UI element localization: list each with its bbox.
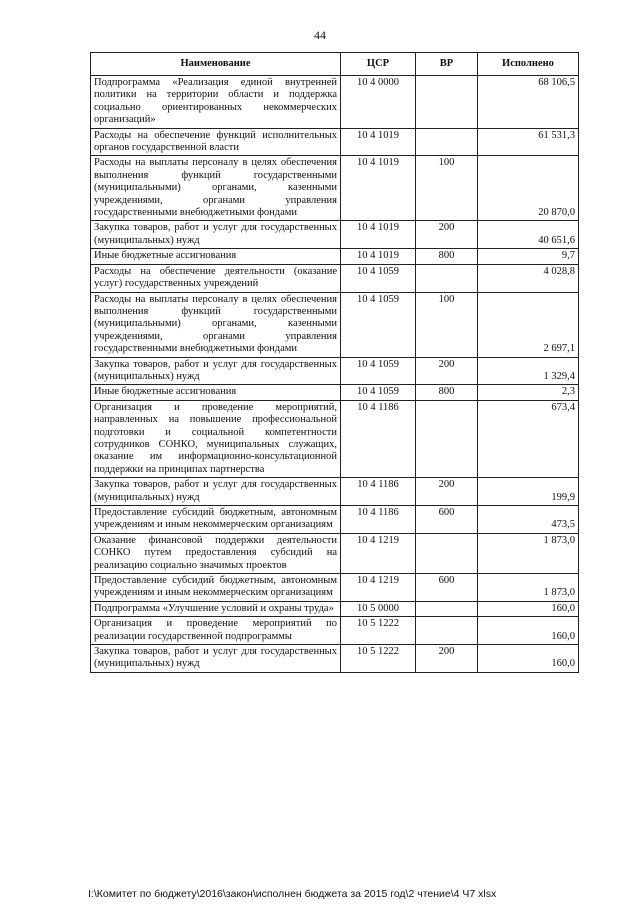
row-name-cell: Расходы на выплаты персоналу в целях обеспечения выполнения функций государственными (муниципальными) органами, казенными учреждениями, органами управления государственными внебюджетными фондами xyxy=(91,156,341,221)
row-csr-cell: 10 4 1059 xyxy=(341,292,416,357)
row-csr-cell: 10 4 1019 xyxy=(341,221,416,249)
row-vr-cell: 600 xyxy=(416,506,478,534)
row-exec-cell: 2,3 xyxy=(478,385,579,400)
row-exec-cell: 2 697,1 xyxy=(478,292,579,357)
row-csr-cell: 10 4 1019 xyxy=(341,249,416,264)
row-vr-cell xyxy=(416,601,478,616)
table-row xyxy=(91,617,579,645)
row-exec-cell: 473,5 xyxy=(478,506,579,534)
row-vr-cell xyxy=(416,533,478,573)
row-exec-cell: 4 028,8 xyxy=(478,264,579,292)
row-vr-cell xyxy=(416,128,478,156)
row-name-cell: Расходы на выплаты персоналу в целях обеспечения выполнения функций государственными (муниципальными) органами, казенными учреждениями, органами управления государственными внебюджетными фондами xyxy=(91,292,341,357)
row-exec-cell: 1 873,0 xyxy=(478,574,579,602)
row-exec-cell: 61 531,3 xyxy=(478,128,579,156)
table-row xyxy=(91,292,579,357)
row-vr-cell: 200 xyxy=(416,645,478,673)
table-row xyxy=(91,264,579,292)
row-vr-cell: 600 xyxy=(416,574,478,602)
table-row xyxy=(91,128,579,156)
row-csr-cell: 10 5 1222 xyxy=(341,617,416,645)
row-csr-cell: 10 4 1059 xyxy=(341,385,416,400)
row-csr-cell: 10 5 0000 xyxy=(341,601,416,616)
row-csr-cell: 10 4 1186 xyxy=(341,478,416,506)
row-csr-cell: 10 4 1219 xyxy=(341,533,416,573)
row-csr-cell: 10 4 1019 xyxy=(341,128,416,156)
row-csr-cell: 10 5 1222 xyxy=(341,645,416,673)
row-csr-cell: 10 4 0000 xyxy=(341,76,416,129)
row-vr-cell: 200 xyxy=(416,221,478,249)
row-exec-cell: 160,0 xyxy=(478,617,579,645)
row-name-cell: Расходы на обеспечение функций исполнительных органов государственной власти xyxy=(91,128,341,156)
row-name-cell: Организация и проведение мероприятий по реализации государственной подпрограммы xyxy=(91,617,341,645)
table-row xyxy=(91,574,579,602)
row-exec-cell: 160,0 xyxy=(478,645,579,673)
table-row xyxy=(91,506,579,534)
row-csr-cell: 10 4 1219 xyxy=(341,574,416,602)
table-row xyxy=(91,357,579,385)
header-csr: ЦСР xyxy=(341,53,416,76)
row-csr-cell: 10 4 1186 xyxy=(341,506,416,534)
table-row xyxy=(91,601,579,616)
table-row xyxy=(91,76,579,129)
row-name-cell: Предоставление субсидий бюджетным, автономным учреждениям и иным некоммерческим организациям xyxy=(91,574,341,602)
row-csr-cell: 10 4 1019 xyxy=(341,156,416,221)
row-csr-cell: 10 4 1059 xyxy=(341,264,416,292)
row-name-cell: Расходы на обеспечение деятельности (оказание услуг) государственных учреждений xyxy=(91,264,341,292)
row-vr-cell: 200 xyxy=(416,357,478,385)
row-exec-cell: 1 873,0 xyxy=(478,533,579,573)
row-exec-cell: 20 870,0 xyxy=(478,156,579,221)
table-row xyxy=(91,249,579,264)
footer-file-path: I:\Комитет по бюджету\2016\закон\исполнен бюджета за 2015 год\2 чтение\4 Ч7 xlsx xyxy=(88,888,497,900)
table-row xyxy=(91,156,579,221)
row-vr-cell xyxy=(416,264,478,292)
row-vr-cell: 200 xyxy=(416,478,478,506)
header-vr: ВР xyxy=(416,53,478,76)
row-name-cell: Подпрограмма «Реализация единой внутренней политики на территории области и поддержка социально ориентированных некоммерческих организаций» xyxy=(91,76,341,129)
row-name-cell: Оказание финансовой поддержки деятельности СОНКО путем предоставления субсидий на реализацию социально значимых проектов xyxy=(91,533,341,573)
row-name-cell: Предоставление субсидий бюджетным, автономным учреждениям и иным некоммерческим организациям xyxy=(91,506,341,534)
row-csr-cell: 10 4 1059 xyxy=(341,357,416,385)
row-exec-cell: 1 329,4 xyxy=(478,357,579,385)
row-vr-cell: 800 xyxy=(416,249,478,264)
row-name-cell: Организация и проведение мероприятий, направленных на повышение профессиональной подготовки и социальной компетентности сотрудников СОНКО, муниципальных служащих, оказание им информационно-консультационной поддержки на принципах партнерства xyxy=(91,400,341,477)
row-vr-cell xyxy=(416,76,478,129)
row-vr-cell xyxy=(416,400,478,477)
row-name-cell: Подпрограмма «Улучшение условий и охраны труда» xyxy=(91,601,341,616)
table-row xyxy=(91,385,579,400)
row-name-cell: Иные бюджетные ассигнования xyxy=(91,385,341,400)
row-exec-cell: 199,9 xyxy=(478,478,579,506)
budget-table xyxy=(90,52,579,673)
table-row xyxy=(91,533,579,573)
row-vr-cell xyxy=(416,617,478,645)
table-row xyxy=(91,478,579,506)
row-exec-cell: 40 651,6 xyxy=(478,221,579,249)
table-row xyxy=(91,400,579,477)
row-exec-cell: 9,7 xyxy=(478,249,579,264)
row-vr-cell: 800 xyxy=(416,385,478,400)
row-vr-cell: 100 xyxy=(416,156,478,221)
header-exec: Исполнено xyxy=(478,53,579,76)
row-name-cell: Закупка товаров, работ и услуг для государственных (муниципальных) нужд xyxy=(91,357,341,385)
header-name: Наименование xyxy=(91,53,341,76)
table-body xyxy=(91,76,579,673)
row-vr-cell: 100 xyxy=(416,292,478,357)
row-name-cell: Закупка товаров, работ и услуг для государственных (муниципальных) нужд xyxy=(91,478,341,506)
table-row xyxy=(91,645,579,673)
row-csr-cell: 10 4 1186 xyxy=(341,400,416,477)
row-name-cell: Закупка товаров, работ и услуг для государственных (муниципальных) нужд xyxy=(91,221,341,249)
table-header-row xyxy=(91,53,579,76)
row-name-cell: Закупка товаров, работ и услуг для государственных (муниципальных) нужд xyxy=(91,645,341,673)
row-exec-cell: 673,4 xyxy=(478,400,579,477)
row-exec-cell: 68 106,5 xyxy=(478,76,579,129)
page-number: 44 xyxy=(314,28,326,42)
row-exec-cell: 160,0 xyxy=(478,601,579,616)
row-name-cell: Иные бюджетные ассигнования xyxy=(91,249,341,264)
table-row xyxy=(91,221,579,249)
